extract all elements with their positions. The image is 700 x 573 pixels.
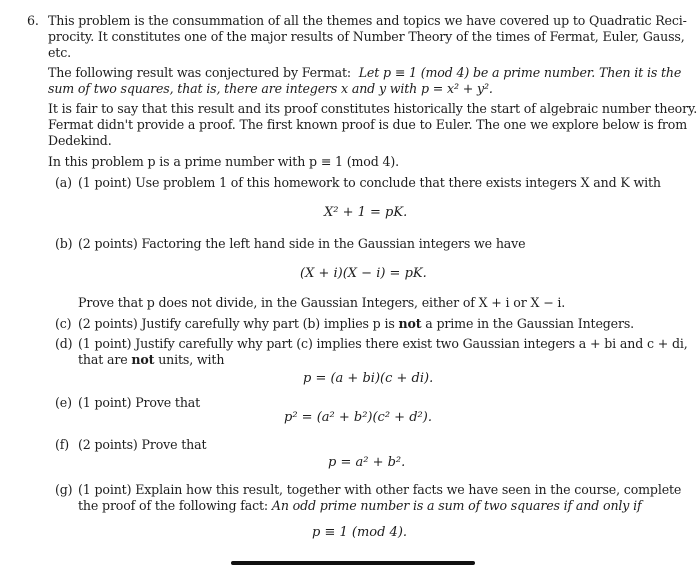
part-g-line-2	[78, 498, 642, 514]
setup-line: In this problem p is a prime number with p ≡ 1 (mod 4).	[48, 154, 399, 169]
part-c-bold: not	[398, 316, 422, 331]
part-a-text: (1 point) Use problem 1 of this homework to conclude that there exists integers X and K with	[78, 175, 661, 190]
part-d-text2-a: that are	[78, 352, 128, 367]
fermat-paragraph	[48, 65, 681, 81]
part-a-equation: X² + 1 = pK.	[324, 205, 408, 220]
part-d-label: (d)	[55, 336, 73, 351]
part-d-equation: p = (a + bi)(c + di).	[303, 371, 434, 386]
intro-line-1: This problem is the consummation of all the themes and topics we have covered up to Quadratic Reci-	[48, 13, 687, 28]
part-f-text: (2 points) Prove that	[78, 437, 207, 452]
part-c-text-b: a prime in the Gaussian Integers.	[425, 316, 634, 331]
history-line-2: Fermat didn't provide a proof. The first known proof is due to Euler. The one we explore below is from	[48, 117, 688, 132]
part-d-text2-b: units, with	[158, 352, 225, 367]
part-d-bold: not	[131, 352, 155, 367]
part-e-equation: p² = (a² + b²)(c² + d²).	[284, 410, 432, 425]
part-g-text: (1 point) Explain how this result, together with other facts we have seen in the course, complete	[78, 482, 682, 497]
part-b-follow: Prove that p does not divide, in the Gaussian Integers, either of X + i or X − i.	[78, 295, 566, 310]
part-c-label: (c)	[55, 316, 72, 331]
part-f-equation: p = a² + b².	[328, 455, 406, 470]
part-f-label: (f)	[55, 437, 70, 452]
part-d-text: (1 point) Justify carefully why part (c) implies there exist two Gaussian integers a + bi and c + di,	[78, 336, 688, 351]
fermat-lead: The following result was conjectured by Fermat:	[48, 65, 351, 80]
part-g-equation: p ≡ 1 (mod 4).	[312, 525, 408, 540]
part-g-label: (g)	[55, 482, 73, 497]
history-line-3: Dedekind.	[48, 133, 112, 148]
intro-line-3: etc.	[48, 45, 71, 60]
home-indicator[interactable]	[231, 561, 475, 565]
part-d-line-2	[78, 352, 224, 368]
part-g-text2-italic: An odd prime number is a sum of two squares if and only if	[271, 498, 642, 513]
history-line-1: It is fair to say that this result and its proof constitutes historically the start of algebraic number theory.	[48, 101, 698, 116]
fermat-statement-b: sum of two squares, that is, there are integers x and y with p = x² + y².	[48, 81, 493, 96]
part-c-line	[78, 316, 634, 332]
part-a-label: (a)	[55, 175, 72, 190]
intro-line-2: procity. It constitutes one of the major results of Number Theory of the times of Fermat, Euler, Gauss,	[48, 29, 685, 44]
part-e-label: (e)	[55, 395, 72, 410]
part-b-equation: (X + i)(X − i) = pK.	[300, 266, 427, 281]
part-g-text2: the proof of the following fact:	[78, 498, 269, 513]
part-b-label: (b)	[55, 236, 73, 251]
fermat-statement-a: Let p ≡ 1 (mod 4) be a prime number. Then it is the	[358, 65, 682, 80]
part-b-text: (2 points) Factoring the left hand side in the Gaussian integers we have	[78, 236, 526, 251]
problem-number: 6.	[27, 13, 39, 28]
part-c-text-a: (2 points) Justify carefully why part (b) implies p is	[78, 316, 395, 331]
part-e-text: (1 point) Prove that	[78, 395, 201, 410]
